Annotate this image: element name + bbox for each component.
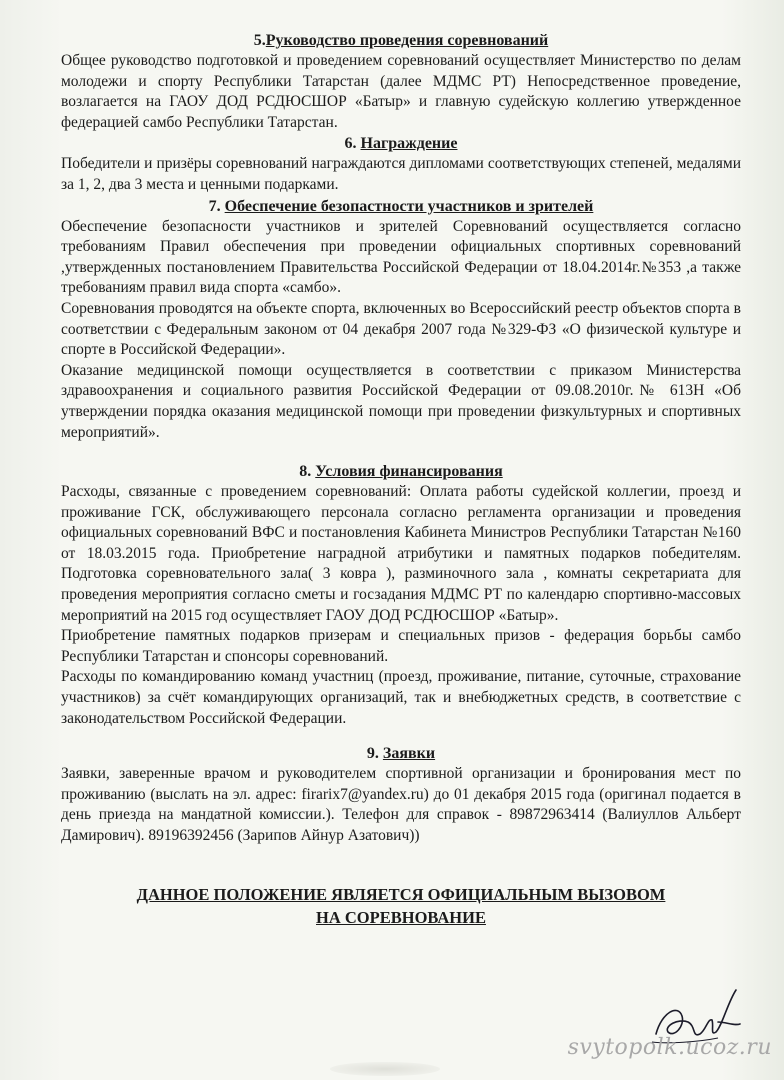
section-title: Условия финансирования [315, 463, 503, 481]
section-title: Руководство проведения соревнований [265, 32, 549, 49]
section-number: 9. [366, 745, 379, 763]
section-8-paragraph-2: Приобретение памятных подарков призерам и специальных призов - федерация борьбы самбо Республики Татарстан и спонсоры соревнований. [61, 627, 741, 665]
section-7-heading [61, 196, 741, 217]
section-title: Обеспечение безопастности участников и зрителей [224, 197, 594, 215]
section-8-paragraph-1: Расходы, связанные с проведением соревнований: Оплата работы судейской коллегии, проезд и проживание ГСК, обслуживающего персонала согласно регламента организации и проведения официальных соревнований ВФС и постановления Кабинета Министров Республики Татарстан №160 от 18.03.2015 года. Приобретение наградной атрибутики и памятных подарков победителям. Подготовка соревновательного зала( 3 ковра ), разминочного зала , комнаты секретариата для проведения мероприятия согласно сметы и госзадания МДМС РТ по календарю спортивно-массовых мероприятий на 2015 год осуществляет ГАОУ ДОД РСДЮСШОР «Батыр». [61, 483, 741, 624]
section-6-heading [61, 133, 741, 154]
section-8-heading [61, 461, 741, 482]
spacer [61, 847, 741, 883]
section-9-text: Заявки, заверенные врачом и руководителем спортивной организации и бронирования мест по проживанию (выслать на эл. адрес: firarix7@yandex.ru) до 01 декабря 2015 года (оригинал подается в день приезда на мандатной комиссии.). Телефон для справок - 89872963414 (Валиуллов Альберт Дамирович). 89196392456 (Зарипов Айнур Азатович)) [61, 765, 741, 844]
section-6-text: Победители и призёры соревнований награждаются дипломами соответствующих степеней, медалями за 1, 2, два 3 места и ценными подарками. [61, 155, 741, 193]
spacer [61, 729, 741, 743]
watermark-text: svytopolk.ucoz.ru [567, 1035, 772, 1060]
document-content [61, 30, 741, 929]
section-8-paragraph-3: Расходы по командированию команд участниц (проезд, проживание, питание, суточные, страхование участников) за счёт командирующих организаций, так и внебюджетных средств, в соответствие с законодательством Российской Федерации. [61, 668, 741, 727]
section-7-paragraph-1: Обеспечение безопасности участников и зрителей Соревнований осуществляется согласно требованиям Правил обеспечения при проведении официальных спортивных соревнований ,утвержденных постановлением Правительства Российской Федерации от 18.04.2014г.№353 ,а также требованиям правил вида спорта «самбо». [61, 217, 741, 297]
section-7-paragraph-2: Соревнования проводятся на объекте спорта, включенных во Всероссийский реестр объектов спорта в соответствии с Федеральным законом от 04 декабря 2007 года №329-ФЗ «О физической культуре и спорте в Российской Федерации». [61, 299, 741, 359]
official-call-line-2: НА СОРЕВНОВАНИЕ [316, 907, 486, 927]
spacer [61, 443, 741, 461]
section-title: Заявки [382, 745, 436, 763]
section-title: Награждение [360, 135, 458, 153]
section-9-heading [61, 743, 741, 764]
section-number: 7. [208, 197, 221, 215]
section-number: 6. [344, 135, 357, 153]
section-number: 5. [253, 32, 266, 49]
section-5-text: Общее руководство подготовкой и проведением соревнований осуществляет Министерство по делам молодежи и спорту Республики Татарстан (далее МДМС РТ) Непосредственное проведение, возлагается на ГАОУ ДОД РСДЮСШОР «Батыр» и главную судейскую коллегию утвержденное федерацией самбо Республики Татарстан. [61, 52, 741, 131]
section-number: 8. [299, 463, 312, 481]
section-5-heading [61, 30, 741, 51]
official-call-line-1: ДАННОЕ ПОЛОЖЕНИЕ ЯВЛЯЕТСЯ ОФИЦИАЛЬНЫМ ВЫЗОВОМ [136, 884, 666, 904]
section-7-paragraph-3: Оказание медицинской помощи осуществляется в соответствии с приказом Министерства здравоохранения и социального развития Российской Федерации от 09.08.2010г.№ 613Н «Об утверждении порядка оказания медицинской помощи при проведении физкультурных и спортивных мероприятий». [61, 361, 741, 441]
paper-stain [330, 1062, 440, 1076]
